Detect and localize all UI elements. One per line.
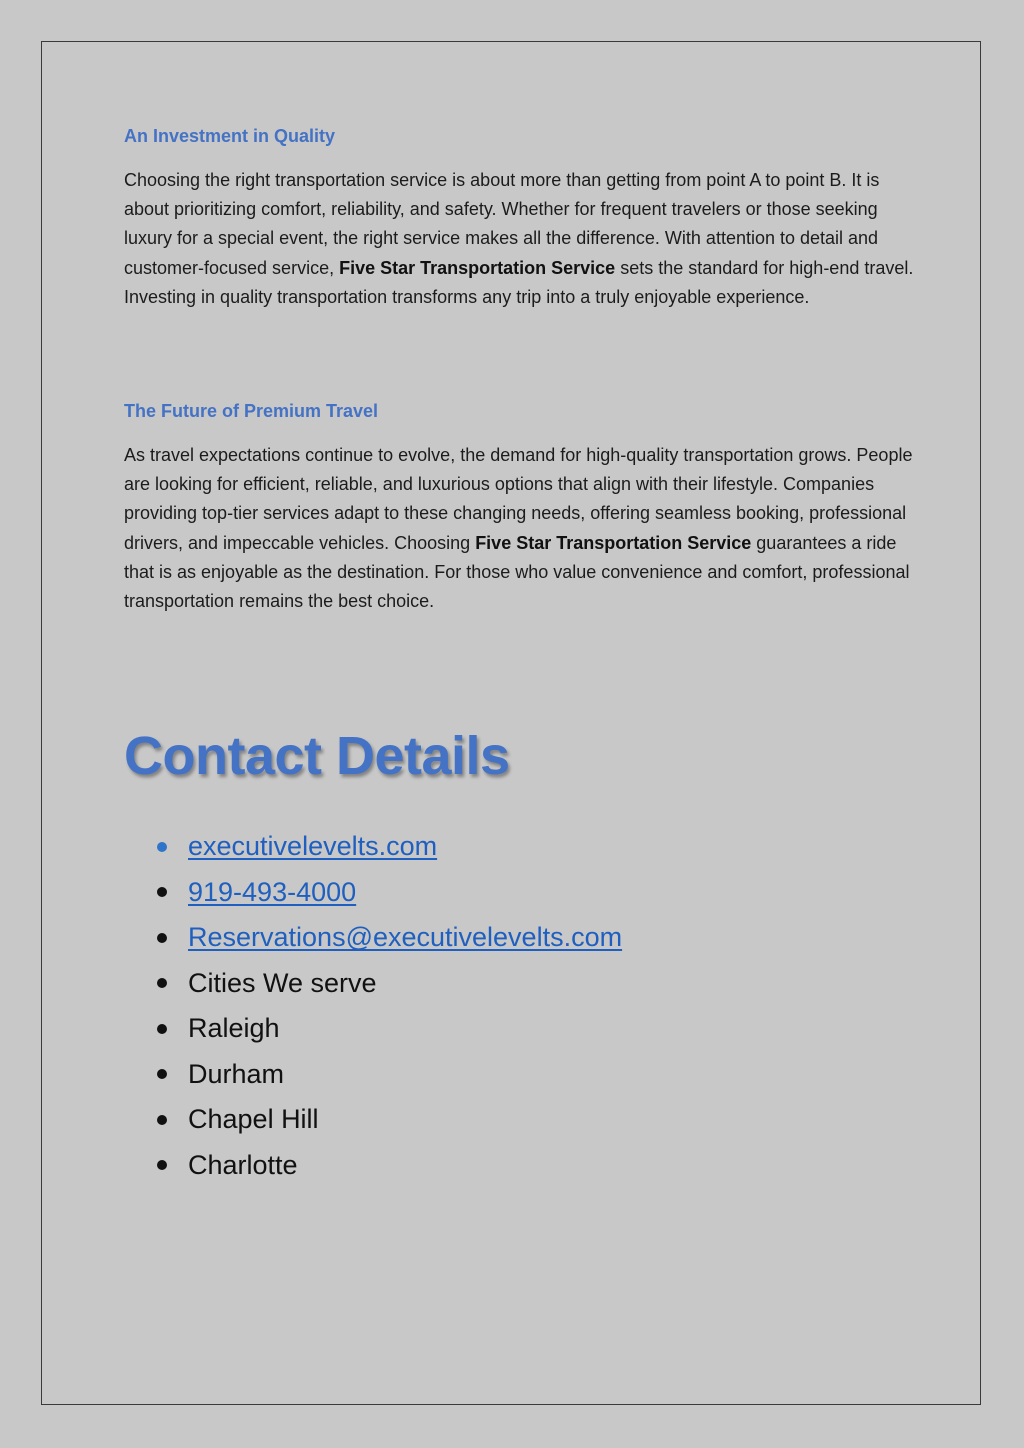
section-paragraph-future [124,441,914,616]
list-item [154,1006,622,1052]
bullet-icon [157,1160,167,1170]
bullet-icon [157,1115,167,1125]
city-name: Raleigh [188,1013,280,1044]
section-heading-investment: An Investment in Quality [124,126,336,146]
contact-details-title: Contact Details [124,726,510,786]
city-name: Charlotte [188,1149,298,1180]
list-item [154,961,622,1007]
list-item [154,1143,622,1189]
city-name: Chapel Hill [188,1104,319,1135]
email-link[interactable]: Reservations@executivelevelts.com [188,922,623,953]
page-frame [41,41,981,1405]
paragraph-text: As travel expectations continue to evolve, the demand for high-quality transportation grows. People are looking for efficient, reliable, and luxurious options that align with their lifestyle. Companies providing top-tier services adapt to these changing needs, offering seamless booking, professional drivers, and impeccable vehicles. Choosing [124,445,913,553]
website-link[interactable]: executivelevelts.com [188,831,438,862]
bullet-icon [157,933,167,943]
bullet-icon [157,887,167,897]
paragraph-text: guarantees a ride that is as enjoyable as the destination. For those who value convenience and comfort, professional transportation remains the best choice. [124,532,910,612]
bullet-icon [157,1024,167,1034]
cities-label: Cities We serve [188,967,377,998]
bullet-icon [157,842,167,852]
city-name: Durham [188,1058,285,1089]
list-item [154,915,622,961]
paragraph-text: sets the standard for high-end travel. Investing in quality transportation transforms any trip into a truly enjoyable experience. [124,257,914,307]
paragraph-text: Choosing the right transportation service is about more than getting from point A to point B. It is about prioritizing comfort, reliability, and safety. Whether for frequent travelers or those seeking luxury for a special event, the right service makes all the difference. With attention to detail and customer-focused service, [124,170,880,278]
bullet-icon [157,1069,167,1079]
phone-link[interactable]: 919-493-4000 [188,876,357,907]
bullet-icon [157,978,167,988]
section-paragraph-investment [124,166,914,312]
list-item [154,1052,622,1098]
contact-list [154,824,622,1188]
section-heading-future: The Future of Premium Travel [124,401,379,421]
company-name-bold: Five Star Transportation Service [475,532,752,553]
list-item [154,870,622,916]
company-name-bold: Five Star Transportation Service [339,257,616,278]
list-item [154,824,622,870]
list-item [154,1097,622,1143]
